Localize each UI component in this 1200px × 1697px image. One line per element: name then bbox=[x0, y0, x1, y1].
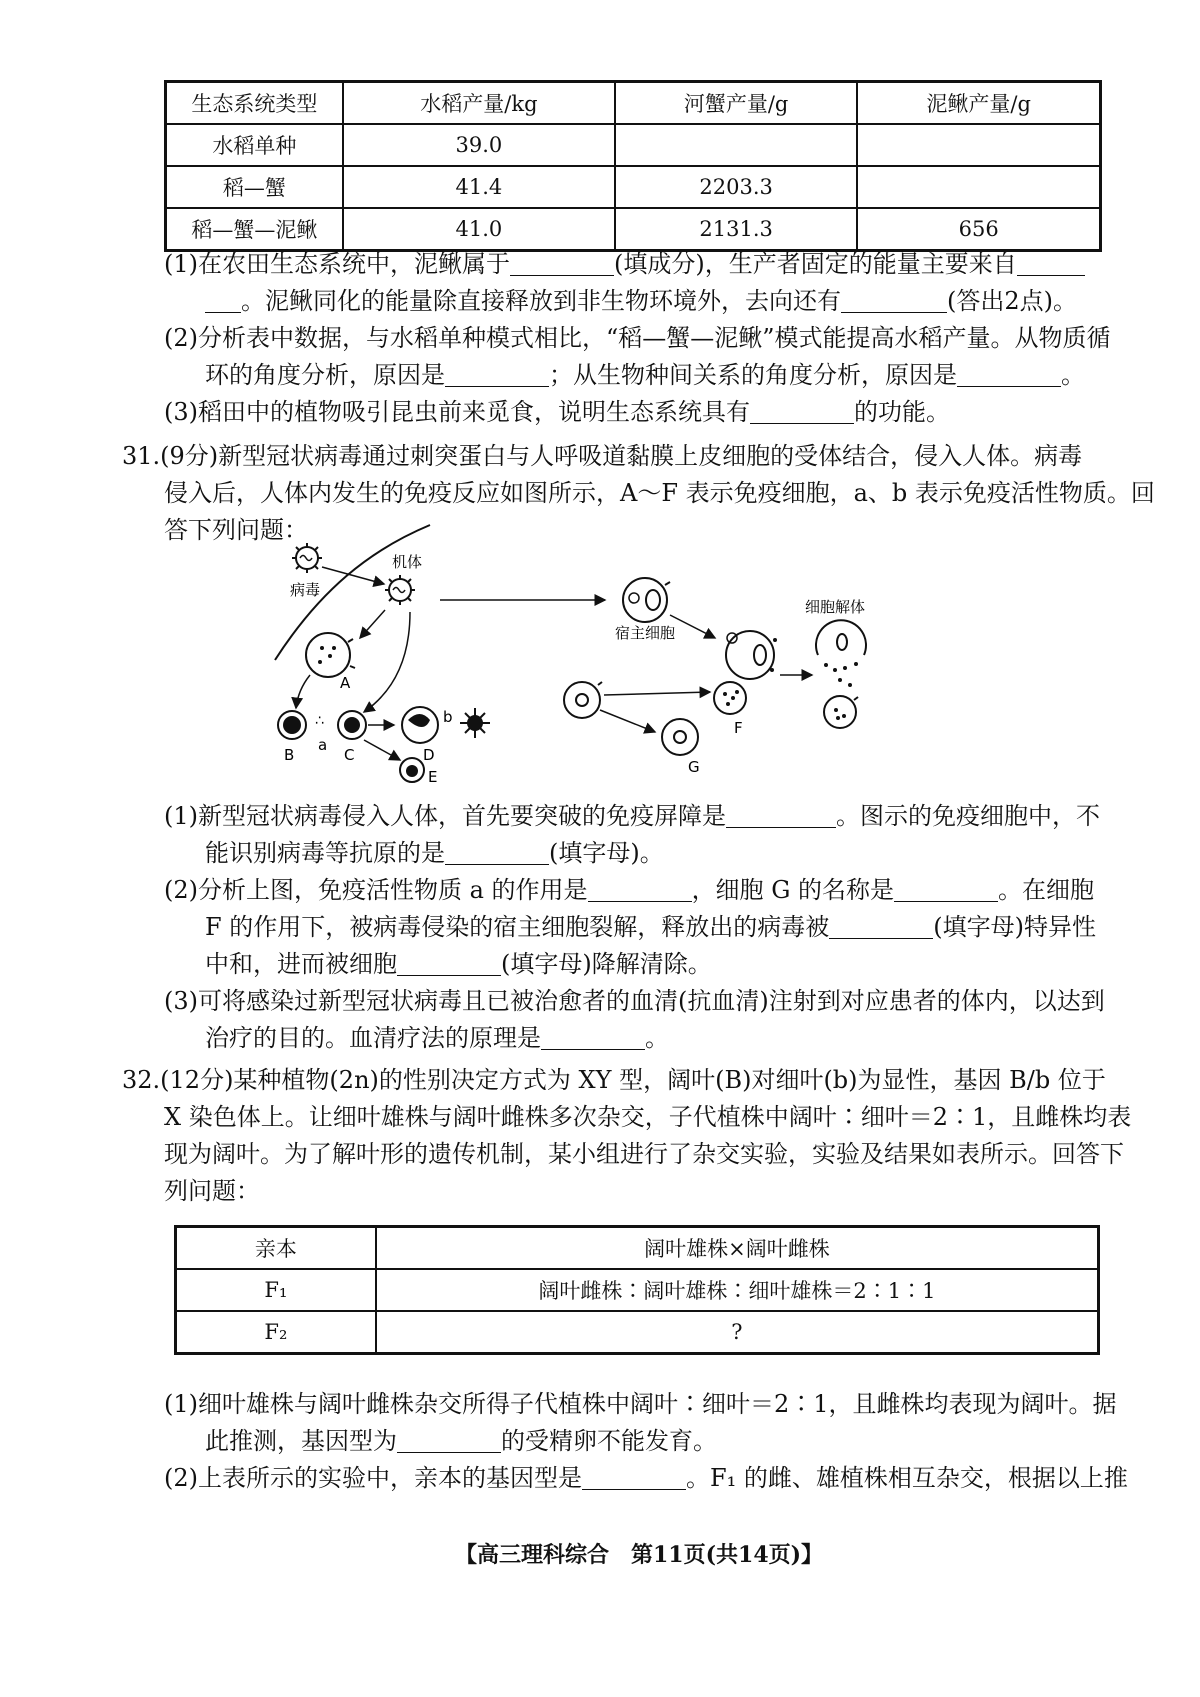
cell-f-label: F bbox=[734, 719, 743, 737]
answer-blank[interactable] bbox=[445, 840, 549, 865]
cross-experiment-table bbox=[174, 1225, 1100, 1355]
table-header-cell: 河蟹产量/g bbox=[615, 82, 857, 125]
a-dots-icon: ∴ bbox=[315, 713, 324, 729]
antibody-cluster-icon bbox=[460, 708, 490, 738]
q30-part2-line2: 环的角度分析，原因是 ；从生物种间关系的角度分析，原因是 。 bbox=[205, 361, 1085, 389]
table-cell: F₂ bbox=[176, 1311, 376, 1354]
arrow bbox=[364, 612, 410, 712]
answer-blank[interactable] bbox=[957, 362, 1061, 387]
table-row bbox=[166, 166, 1101, 208]
arrow bbox=[296, 675, 310, 708]
answer-blank[interactable] bbox=[841, 288, 947, 313]
table-cell: 阔叶雄株×阔叶雌株 bbox=[376, 1227, 1099, 1270]
question-number: 32. bbox=[122, 1066, 161, 1094]
table-header-cell: 生态系统类型 bbox=[166, 82, 343, 125]
answer-blank[interactable] bbox=[894, 877, 998, 902]
table-cell: 39.0 bbox=[343, 124, 615, 166]
cell-f-icon bbox=[714, 682, 746, 714]
cell-b-label: B bbox=[284, 746, 295, 764]
table-cell: 稻—蟹—泥鳅 bbox=[166, 208, 343, 251]
answer-blank[interactable] bbox=[1017, 251, 1085, 276]
cell-a-icon bbox=[306, 633, 355, 677]
answer-blank[interactable] bbox=[510, 251, 614, 276]
answer-blank[interactable] bbox=[397, 1428, 501, 1453]
virus-icon bbox=[292, 543, 322, 573]
table-cell: 41.4 bbox=[343, 166, 615, 208]
body-label: 机体 bbox=[392, 553, 423, 571]
cell-d-label: D bbox=[423, 746, 435, 764]
cell-e-label: E bbox=[428, 768, 438, 786]
q31-part1-line2: 能识别病毒等抗原的是 (填字母)。 bbox=[205, 839, 664, 867]
arrow bbox=[600, 710, 655, 732]
lysed-cell-label: 细胞解体 bbox=[805, 598, 866, 616]
cell-b-icon bbox=[278, 711, 306, 739]
q32-intro-line2: X 染色体上。让细叶雄株与阔叶雌株多次杂交，子代植株中阔叶∶细叶＝2∶1，且雌株均表 bbox=[164, 1103, 1132, 1131]
q30-part1-line2: 。泥鳅同化的能量除直接释放到非生物环境外，去向还有 (答出2点)。 bbox=[205, 285, 1077, 317]
yield-table bbox=[164, 80, 1102, 252]
table-cell bbox=[857, 124, 1100, 166]
q31-intro-line2: 侵入后，人体内发生的免疫反应如图所示，A～F 表示免疫细胞，a、b 表示免疫活性物质。回 bbox=[164, 479, 1155, 507]
table-cell: 41.0 bbox=[343, 208, 615, 251]
question-number: 31. bbox=[122, 442, 161, 470]
answer-blank[interactable] bbox=[582, 1465, 686, 1490]
host-cell-label: 宿主细胞 bbox=[615, 624, 676, 642]
q31-part2-line2: F 的作用下，被病毒侵染的宿主细胞裂解，释放出的病毒被 (填字母)特异性 bbox=[205, 913, 1097, 941]
arrow bbox=[364, 740, 400, 760]
page-footer: 【高三理科综合 第11页(共14页)】 bbox=[455, 1542, 824, 1568]
phagocyte-icon bbox=[824, 696, 858, 728]
table-cell: 阔叶雌株∶阔叶雄株∶细叶雄株＝2∶1∶1 bbox=[376, 1269, 1099, 1311]
q31-intro-line3: 答下列问题： bbox=[164, 516, 308, 544]
answer-blank[interactable] bbox=[829, 914, 933, 939]
q31-part2-line3: 中和，进而被细胞 (填字母)降解清除。 bbox=[205, 950, 712, 978]
q32-part2-line1: (2)上表所示的实验中，亲本的基因型是 。F₁ 的雌、雄植株相互杂交，根据以上推 bbox=[164, 1464, 1128, 1492]
table-cell: 2203.3 bbox=[615, 166, 857, 208]
table-header-cell: 泥鳅产量/g bbox=[857, 82, 1100, 125]
table-cell: 水稻单种 bbox=[166, 124, 343, 166]
q30-part2-line1: (2)分析表中数据，与水稻单种模式相比，“稻—蟹—泥鳅”模式能提高水稻产量。从物质循 bbox=[164, 324, 1111, 352]
table-row bbox=[176, 1311, 1099, 1354]
q31-part3-line2: 治疗的目的。血清疗法的原理是 。 bbox=[205, 1024, 669, 1052]
arrow bbox=[604, 692, 710, 695]
answer-blank[interactable] bbox=[397, 951, 501, 976]
cell-g-icon bbox=[662, 719, 698, 755]
q31-part2-line1: (2)分析上图，免疫活性物质 a 的作用是 ，细胞 G 的名称是 。在细胞 bbox=[164, 876, 1094, 904]
answer-blank[interactable] bbox=[588, 877, 692, 902]
q32-intro-line1: 32.(12分)某种植物(2n)的性别决定方式为 XY 型，阔叶(B)对细叶(b)为显性，基因 B/b 位于 bbox=[122, 1066, 1106, 1094]
table-cell bbox=[857, 166, 1100, 208]
table-header-row bbox=[166, 82, 1101, 125]
q32-part1-line1: (1)细叶雄株与阔叶雌株杂交所得子代植株中阔叶∶细叶＝2∶1，且雌株均表现为阔叶。据 bbox=[164, 1390, 1117, 1418]
q32-part1-line2: 此推测，基因型为 的受精卵不能发育。 bbox=[205, 1427, 717, 1455]
q32-intro-line4: 列问题： bbox=[164, 1177, 260, 1205]
q32-intro-line3: 现为阔叶。为了解叶形的遗传机制，某小组进行了杂交实验，实验及结果如表所示。回答下 bbox=[164, 1140, 1124, 1168]
substance-b-label: b bbox=[443, 708, 453, 726]
answer-blank[interactable] bbox=[541, 1025, 645, 1050]
virus-label: 病毒 bbox=[290, 581, 321, 599]
q30-part1-line1: (1)在农田生态系统中，泥鳅属于 (填成分)，生产者固定的能量主要来自 bbox=[164, 248, 1085, 280]
q31-part3-line1: (3)可将感染过新型冠状病毒且已被治愈者的血清(抗血清)注射到对应患者的体内，以达到 bbox=[164, 987, 1105, 1015]
table-cell: F₁ bbox=[176, 1269, 376, 1311]
answer-blank[interactable] bbox=[750, 399, 854, 424]
table-cell: 2131.3 bbox=[615, 208, 857, 251]
host-cell-icon bbox=[623, 578, 670, 622]
cell-a-label: A bbox=[340, 674, 351, 692]
arrow bbox=[360, 610, 385, 638]
table-row bbox=[166, 124, 1101, 166]
answer-blank[interactable] bbox=[445, 362, 549, 387]
substance-a-label: a bbox=[318, 736, 328, 754]
table-cell: 稻—蟹 bbox=[166, 166, 343, 208]
cell-e-icon bbox=[400, 758, 424, 782]
memory-cell-icon bbox=[564, 682, 602, 718]
table-cell: 656 bbox=[857, 208, 1100, 251]
lysed-cell-icon bbox=[816, 620, 866, 687]
q31-intro-line1: 31.(9分)新型冠状病毒通过刺突蛋白与人呼吸道黏膜上皮细胞的受体结合，侵入人体。病毒 bbox=[122, 442, 1083, 470]
table-header-cell: 水稻产量/kg bbox=[343, 82, 615, 125]
table-cell: ? bbox=[376, 1311, 1099, 1354]
answer-blank[interactable] bbox=[205, 288, 241, 313]
q31-part1-line1: (1)新型冠状病毒侵入人体，首先要突破的免疫屏障是 。图示的免疫细胞中，不 bbox=[164, 802, 1100, 830]
cell-g-label: G bbox=[688, 758, 700, 776]
cell-c-label: C bbox=[344, 746, 355, 764]
immune-response-diagram bbox=[260, 520, 940, 790]
table-row bbox=[176, 1269, 1099, 1311]
arrow bbox=[670, 615, 715, 638]
table-row bbox=[176, 1227, 1099, 1270]
virus-in-body-icon bbox=[385, 575, 415, 605]
table-row bbox=[166, 208, 1101, 251]
infected-cell-icon bbox=[726, 631, 777, 679]
table-cell: 亲本 bbox=[176, 1227, 376, 1270]
cell-c-icon bbox=[338, 711, 366, 739]
cell-d-icon bbox=[402, 707, 438, 743]
answer-blank[interactable] bbox=[726, 803, 836, 828]
q30-part3: (3)稻田中的植物吸引昆虫前来觅食，说明生态系统具有 的功能。 bbox=[164, 398, 950, 426]
table-cell bbox=[615, 124, 857, 166]
